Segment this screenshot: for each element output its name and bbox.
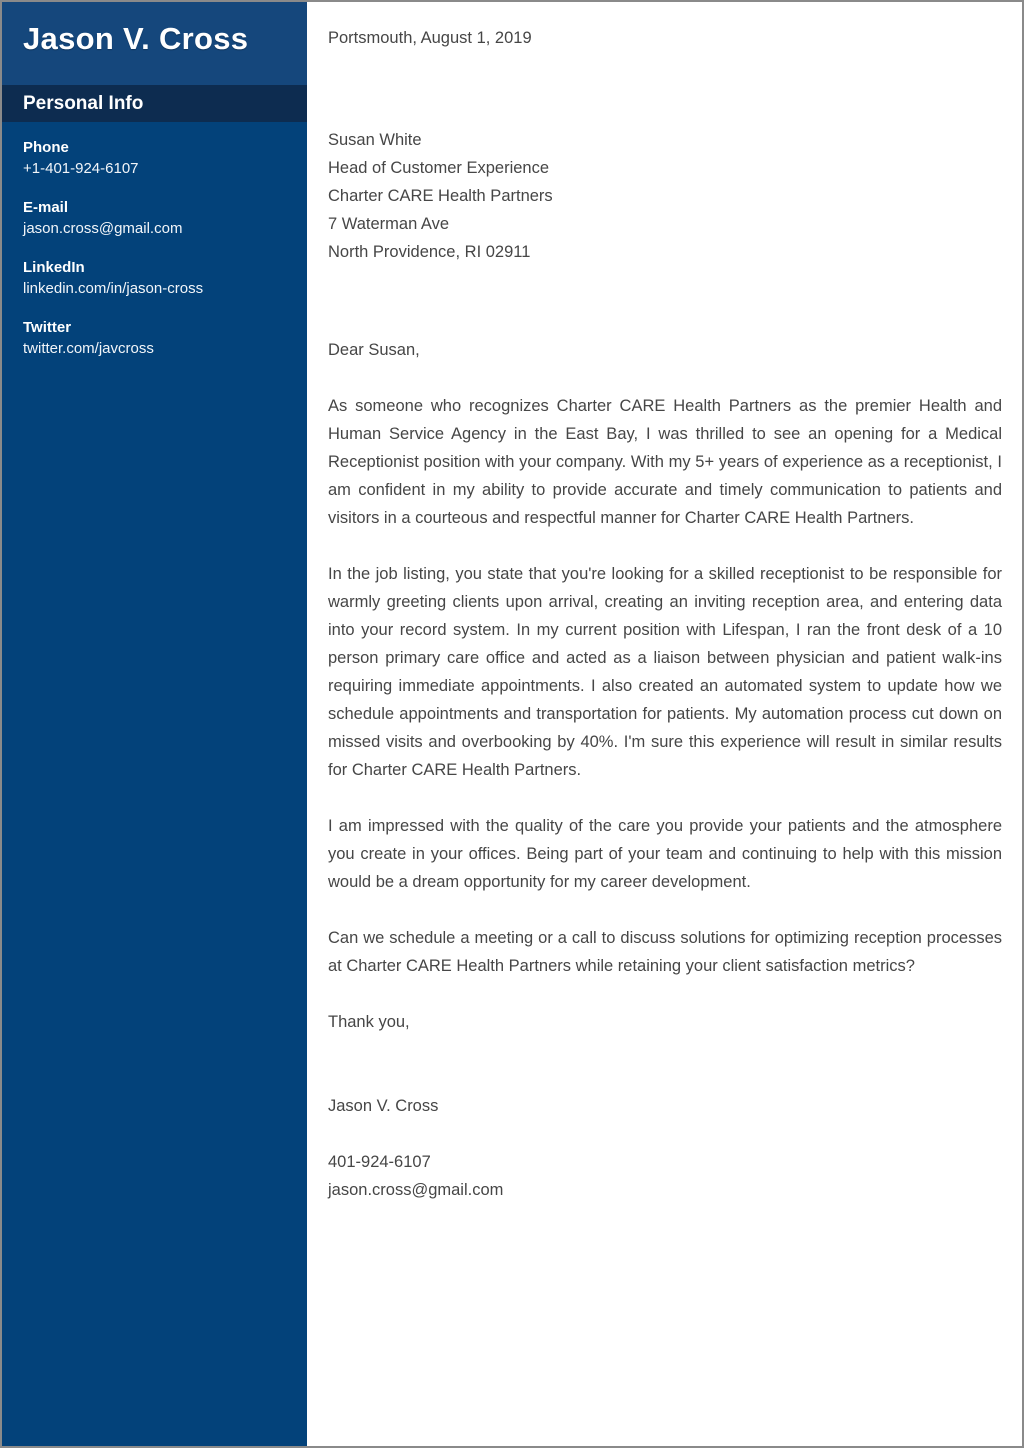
email-label: E-mail <box>23 199 69 216</box>
closing-line: Thank you, <box>328 1013 410 1031</box>
paragraph-call-to-action: Can we schedule a meeting or a call to discuss solutions for optimizing reception processes at Charter CARE Health Partners while retaining your client satisfaction metrics? <box>328 929 1002 975</box>
linkedin-value: linkedin.com/in/jason-cross <box>23 280 204 297</box>
paragraph-motivation: I am impressed with the quality of the care you provide your patients and the atmosphere you create in your offices. Being part of your team and continuing to help with this mission would be a dream opportunity for my career development. <box>328 817 1002 891</box>
recipient-title: Head of Customer Experience <box>328 159 550 177</box>
signature-name: Jason V. Cross <box>328 1097 439 1115</box>
recipient-company: Charter CARE Health Partners <box>328 187 553 205</box>
recipient-block <box>328 126 1002 266</box>
contact-item-phone <box>23 137 286 179</box>
personal-info-band <box>2 85 307 122</box>
contact-item-email <box>23 197 286 239</box>
recipient-street: 7 Waterman Ave <box>328 215 450 233</box>
linkedin-label: LinkedIn <box>23 259 85 276</box>
signature-email: jason.cross@gmail.com <box>328 1181 504 1199</box>
personal-info-title: Personal Info <box>23 92 144 114</box>
salutation: Dear Susan, <box>328 341 420 359</box>
letter-body <box>307 2 1022 1446</box>
recipient-city: North Providence, RI 02911 <box>328 243 531 261</box>
twitter-value: twitter.com/javcross <box>23 340 154 357</box>
contact-list <box>2 122 307 359</box>
candidate-name: Jason V. Cross <box>23 20 249 56</box>
email-value: jason.cross@gmail.com <box>23 220 183 237</box>
sidebar <box>2 2 307 1446</box>
phone-label: Phone <box>23 139 69 156</box>
contact-item-twitter <box>23 317 286 359</box>
date-line: Portsmouth, August 1, 2019 <box>328 29 532 47</box>
signature-contact <box>328 1148 1002 1204</box>
name-header <box>2 2 307 85</box>
paragraph-experience: In the job listing, you state that you're looking for a skilled receptionist to be responsible for warmly greeting clients upon arrival, creating an inviting reception area, and entering data into your record system. In my current position with Lifespan, I ran the front desk of a 10 person primary care office and acted as a liaison between physician and patient walk-ins requiring immediate appointments. I also created an automated system to update how we schedule appointments and transportation for patients. My automation process cut down on missed visits and overbooking by 40%. I'm sure this experience will result in similar results for Charter CARE Health Partners. <box>328 565 1002 779</box>
contact-item-linkedin <box>23 257 286 299</box>
twitter-label: Twitter <box>23 319 72 336</box>
paragraph-intro: As someone who recognizes Charter CARE Health Partners as the premier Health and Human Service Agency in the East Bay, I was thrilled to see an opening for a Medical Receptionist position with your company. With my 5+ years of experience as a receptionist, I am confident in my ability to provide accurate and timely communication to patients and visitors in a courteous and respectful manner for Charter CARE Health Partners. <box>328 397 1002 527</box>
recipient-name: Susan White <box>328 131 422 149</box>
phone-value: +1-401-924-6107 <box>23 160 139 177</box>
signature-phone: 401-924-6107 <box>328 1153 431 1171</box>
